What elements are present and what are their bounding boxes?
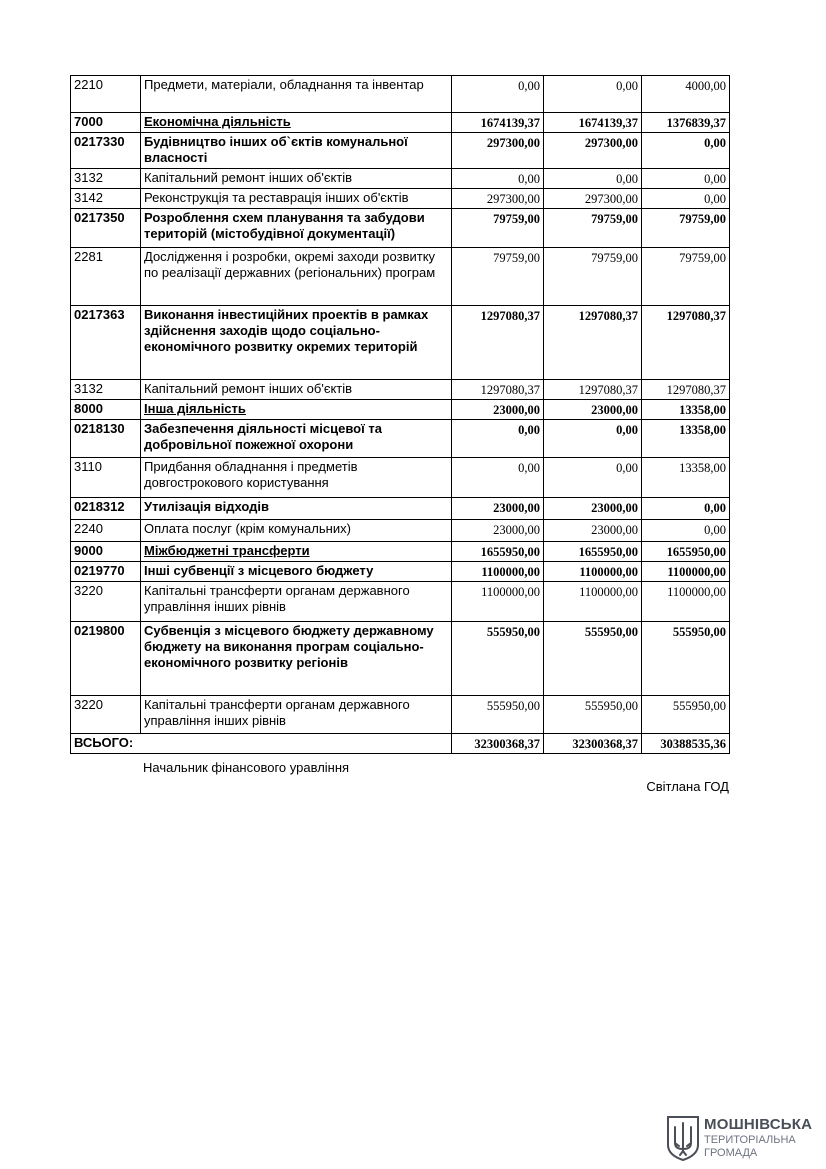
row-value-1: 1297080,37	[452, 306, 544, 380]
row-code: 0219770	[71, 562, 141, 582]
row-value-3: 13358,00	[642, 400, 730, 420]
total-label: ВСЬОГО:	[71, 734, 452, 754]
row-value-2: 555950,00	[544, 696, 642, 734]
total-value-2: 32300368,37	[544, 734, 642, 754]
row-value-3: 0,00	[642, 169, 730, 189]
row-value-3: 4000,00	[642, 76, 730, 113]
row-code: 2281	[71, 248, 141, 306]
table-row	[71, 420, 730, 458]
row-value-2: 23000,00	[544, 498, 642, 520]
table-row	[71, 209, 730, 248]
row-code: 2240	[71, 520, 141, 542]
table-row	[71, 458, 730, 498]
row-value-3: 0,00	[642, 498, 730, 520]
row-value-3: 555950,00	[642, 622, 730, 696]
row-value-1: 0,00	[452, 76, 544, 113]
row-code: 7000	[71, 113, 141, 133]
row-value-1: 0,00	[452, 169, 544, 189]
table-row	[71, 380, 730, 400]
row-code: 3132	[71, 169, 141, 189]
row-value-1: 79759,00	[452, 209, 544, 248]
row-value-2: 1674139,37	[544, 113, 642, 133]
community-logo	[666, 1115, 816, 1161]
row-value-1: 0,00	[452, 420, 544, 458]
row-code: 2210	[71, 76, 141, 113]
row-name: Реконструкція та реставрація інших об'єктів	[141, 189, 452, 209]
row-value-3: 79759,00	[642, 248, 730, 306]
row-value-1: 23000,00	[452, 520, 544, 542]
table-row	[71, 133, 730, 169]
row-value-1: 1100000,00	[452, 562, 544, 582]
row-name: Придбання обладнання і предметів довгострокового користування	[141, 458, 452, 498]
row-name: Виконання інвестиційних проектів в рамках здійснення заходів щодо соціально-економічного розвитку окремих територій	[141, 306, 452, 380]
row-value-1: 1100000,00	[452, 582, 544, 622]
total-value-3: 30388535,36	[642, 734, 730, 754]
row-code: 3132	[71, 380, 141, 400]
row-code: 9000	[71, 542, 141, 562]
row-value-1: 79759,00	[452, 248, 544, 306]
row-code: 0219800	[71, 622, 141, 696]
row-value-2: 0,00	[544, 169, 642, 189]
row-code: 3110	[71, 458, 141, 498]
row-value-2: 23000,00	[544, 400, 642, 420]
row-value-3: 1376839,37	[642, 113, 730, 133]
table-row	[71, 76, 730, 113]
row-name: Розроблення схем планування та забудови територій (містобудівної документації)	[141, 209, 452, 248]
row-value-2: 555950,00	[544, 622, 642, 696]
row-code: 0217363	[71, 306, 141, 380]
row-value-3: 1297080,37	[642, 380, 730, 400]
table-row	[71, 696, 730, 734]
row-value-3: 1100000,00	[642, 582, 730, 622]
row-value-2: 1297080,37	[544, 380, 642, 400]
row-code: 3142	[71, 189, 141, 209]
table-row	[71, 562, 730, 582]
logo-line-3: ГРОМАДА	[704, 1147, 758, 1159]
table-row	[71, 582, 730, 622]
row-value-1: 555950,00	[452, 696, 544, 734]
table-row	[71, 113, 730, 133]
row-value-1: 0,00	[452, 458, 544, 498]
row-name: Інша діяльність	[141, 400, 452, 420]
table-row	[71, 498, 730, 520]
logo-line-2: ТЕРИТОРІАЛЬНА	[704, 1134, 796, 1146]
row-value-1: 297300,00	[452, 133, 544, 169]
row-name: Субвенція з місцевого бюджету державному бюджету на виконання програм соціально-економічного розвитку регіонів	[141, 622, 452, 696]
row-code: 8000	[71, 400, 141, 420]
row-name: Забезпечення діяльності місцевої та добровільної пожежної охорони	[141, 420, 452, 458]
table-row	[71, 189, 730, 209]
row-value-2: 0,00	[544, 76, 642, 113]
total-value-1: 32300368,37	[452, 734, 544, 754]
row-value-3: 0,00	[642, 189, 730, 209]
row-value-3: 13358,00	[642, 458, 730, 498]
row-name: Будівництво інших об`єктів комунальної власності	[141, 133, 452, 169]
row-value-2: 297300,00	[544, 189, 642, 209]
row-code: 0217330	[71, 133, 141, 169]
row-value-1: 1674139,37	[452, 113, 544, 133]
row-code: 3220	[71, 582, 141, 622]
table-row	[71, 520, 730, 542]
row-value-1: 23000,00	[452, 400, 544, 420]
row-value-2: 1297080,37	[544, 306, 642, 380]
row-value-2: 1655950,00	[544, 542, 642, 562]
row-name: Капітальні трансферти органам державного управління інших рівнів	[141, 696, 452, 734]
row-value-3: 13358,00	[642, 420, 730, 458]
row-name: Капітальний ремонт інших об'єктів	[141, 380, 452, 400]
table-row	[71, 622, 730, 696]
trident-emblem-icon	[666, 1115, 700, 1161]
table-row	[71, 400, 730, 420]
row-value-1: 23000,00	[452, 498, 544, 520]
row-value-1: 555950,00	[452, 622, 544, 696]
table-row	[71, 542, 730, 562]
row-code: 0217350	[71, 209, 141, 248]
signature-title: Начальник фінансового уравління	[143, 760, 350, 775]
row-name: Утилізація відходів	[141, 498, 452, 520]
row-value-2: 1100000,00	[544, 562, 642, 582]
row-name: Міжбюджетні трансферти	[141, 542, 452, 562]
table-row	[71, 248, 730, 306]
row-value-2: 0,00	[544, 420, 642, 458]
row-value-1: 1297080,37	[452, 380, 544, 400]
row-name: Капітальний ремонт інших об'єктів	[141, 169, 452, 189]
row-value-3: 1100000,00	[642, 562, 730, 582]
row-value-2: 1100000,00	[544, 582, 642, 622]
row-value-2: 297300,00	[544, 133, 642, 169]
row-value-3: 0,00	[642, 520, 730, 542]
table-row	[71, 306, 730, 380]
row-value-2: 23000,00	[544, 520, 642, 542]
row-name: Дослідження і розробки, окремі заходи розвитку по реалізації державних (регіональних) програм	[141, 248, 452, 306]
row-value-2: 79759,00	[544, 248, 642, 306]
total-row	[71, 734, 730, 754]
row-value-3: 555950,00	[642, 696, 730, 734]
row-value-1: 297300,00	[452, 189, 544, 209]
row-code: 0218130	[71, 420, 141, 458]
signature-name: Світлана ГОД	[646, 779, 729, 794]
row-name: Капітальні трансферти органам державного управління інших рівнів	[141, 582, 452, 622]
row-value-3: 79759,00	[642, 209, 730, 248]
budget-table	[70, 75, 730, 754]
row-code: 3220	[71, 696, 141, 734]
row-name: Економічна діяльність	[141, 113, 452, 133]
row-name: Оплата послуг (крім комунальних)	[141, 520, 452, 542]
table-row	[71, 169, 730, 189]
row-code: 0218312	[71, 498, 141, 520]
logo-line-1: МОШНІВСЬКА	[704, 1116, 813, 1133]
row-value-2: 0,00	[544, 458, 642, 498]
row-name: Інші субвенції з місцевого бюджету	[141, 562, 452, 582]
row-value-2: 79759,00	[544, 209, 642, 248]
row-value-1: 1655950,00	[452, 542, 544, 562]
row-name: Предмети, матеріали, обладнання та інвентар	[141, 76, 452, 113]
row-value-3: 0,00	[642, 133, 730, 169]
row-value-3: 1655950,00	[642, 542, 730, 562]
row-value-3: 1297080,37	[642, 306, 730, 380]
